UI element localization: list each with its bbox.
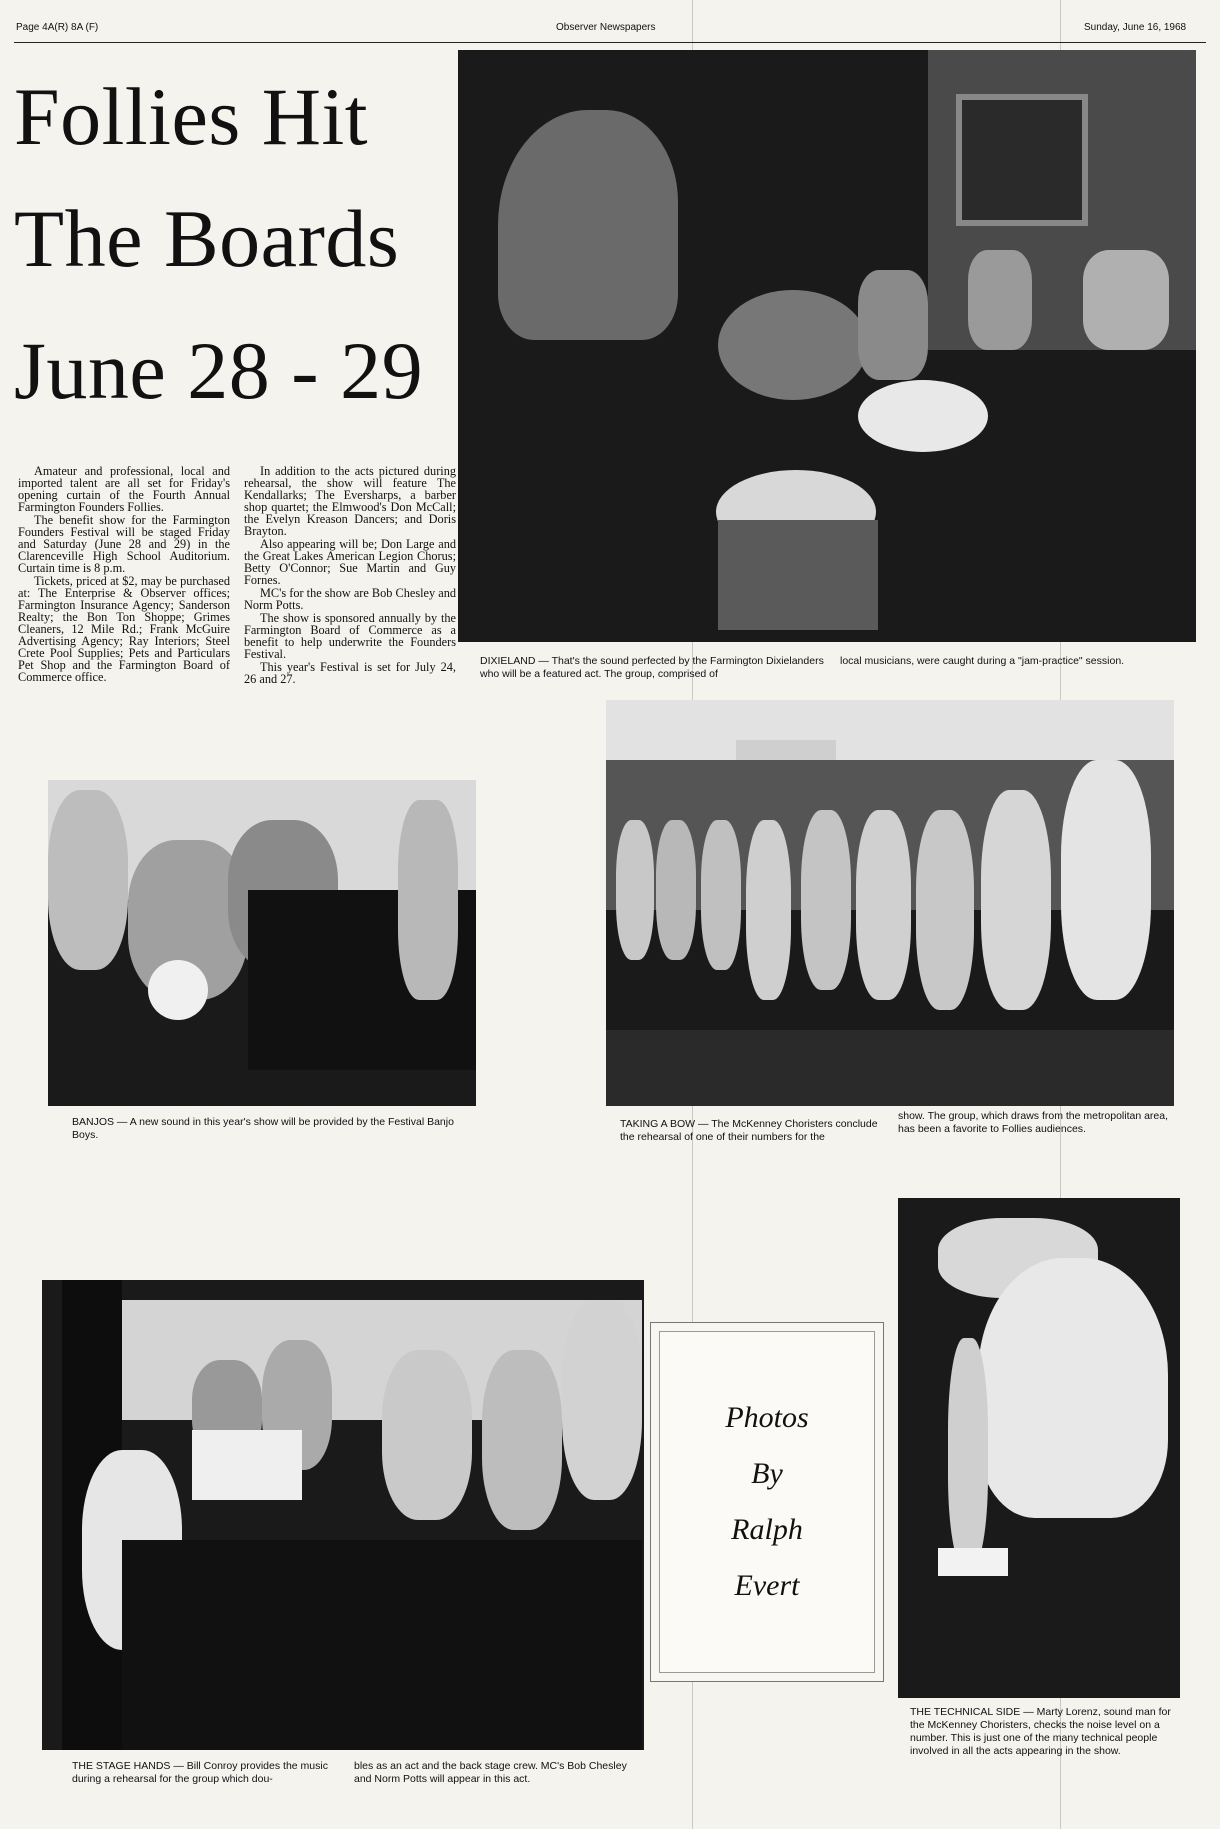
paper-name: Observer Newspapers	[556, 22, 656, 33]
article-paragraph: The benefit show for the Farmington Founders Festival will be staged Friday and Saturday (June 28 and 29) in the Clarenceville High School Auditorium. Curtain time is 8 p.m.	[18, 513, 230, 575]
technical-side-photo	[898, 1198, 1180, 1698]
issue-date: Sunday, June 16, 1968	[1084, 22, 1187, 33]
article-paragraph: In addition to the acts pictured during rehearsal, the show will feature The Kendallarks; The Eversharps, a barber shop quartet; the Elmwood's Don McCall; the Evelyn Kreason Dancers; and Doris Brayton.	[244, 464, 456, 538]
dixieland-photo	[458, 50, 1196, 642]
article-paragraph: MC's for the show are Bob Chesley and Norm Potts.	[244, 586, 456, 612]
article-paragraph: Tickets, priced at $2, may be purchased at: The Enterprise & Observer offices; Farmington Insurance Agency; Sanderson Realty; the Bon Ton Shoppe; Grimes Cleaners, 12 Mile Rd.; Frank McGuire Advertising Agency; Ray Interiors; Steel Crete Pool Supplies; Pets and Particulars Pet Shop and the Farmington Board of Commerce office.	[18, 574, 230, 684]
stage-hands-photo	[42, 1280, 644, 1750]
technical-side-caption: THE TECHNICAL SIDE — Marty Lorenz, sound man for the McKenney Choristers, checks the noise level on a number. This is just one of the many technical people involved in all the acts appearing in the show.	[910, 1706, 1171, 1757]
credit-line-2: By	[751, 1457, 783, 1490]
taking-a-bow-caption: TAKING A BOW — The McKenney Choristers conclude the rehearsal of one of their numbers for the	[620, 1118, 878, 1143]
article-paragraph: Amateur and professional, local and imported talent are all set for Friday's opening curtain of the Fourth Annual Farmington Founders Follies.	[18, 464, 230, 514]
headline-line-2: The Boards	[14, 193, 400, 284]
stage-hands-caption: THE STAGE HANDS — Bill Conroy provides the music during a rehearsal for the group which dou-	[72, 1760, 328, 1785]
taking-a-bow-photo	[606, 700, 1174, 1106]
dixieland-caption-cont: local musicians, were caught during a "jam-practice" session.	[840, 655, 1125, 667]
stage-hands-caption-cont: bles as an act and the back stage crew. MC's Bob Chesley and Norm Potts will appear in this act.	[354, 1760, 627, 1785]
article-paragraph: Also appearing will be; Don Large and the Great Lakes American Legion Chorus; Betty O'Connor; Sue Martin and Guy Fornes.	[244, 537, 456, 587]
masthead-rule	[14, 42, 1206, 43]
photo-credit-box	[650, 1322, 884, 1682]
taking-a-bow-caption-cont: show. The group, which draws from the metropolitan area, has been a favorite to Follies audiences.	[898, 1110, 1169, 1135]
credit-line-3: Ralph	[731, 1513, 803, 1546]
headline-line-3: June 28 - 29	[14, 325, 424, 416]
page-label: Page 4A(R) 8A (F)	[16, 22, 99, 33]
article-paragraph: The show is sponsored annually by the Farmington Board of Commerce as a benefit to help underwrite the Founders Festival.	[244, 611, 456, 661]
credit-line-1: Photos	[725, 1401, 809, 1434]
article-column-1	[18, 465, 230, 684]
article-paragraph: This year's Festival is set for July 24, 26 and 27.	[244, 660, 456, 686]
credit-line-4: Evert	[734, 1569, 800, 1602]
banjos-caption: BANJOS — A new sound in this year's show will be provided by the Festival Banjo Boys.	[72, 1116, 454, 1141]
article-column-2	[244, 465, 456, 686]
dixieland-caption: DIXIELAND — That's the sound perfected by the Farmington Dixielanders who will be a featured act. The group, comprised of	[480, 655, 824, 680]
banjos-photo	[48, 780, 476, 1106]
photo-credit-inner	[659, 1331, 875, 1673]
headline-line-1: Follies Hit	[14, 71, 369, 162]
